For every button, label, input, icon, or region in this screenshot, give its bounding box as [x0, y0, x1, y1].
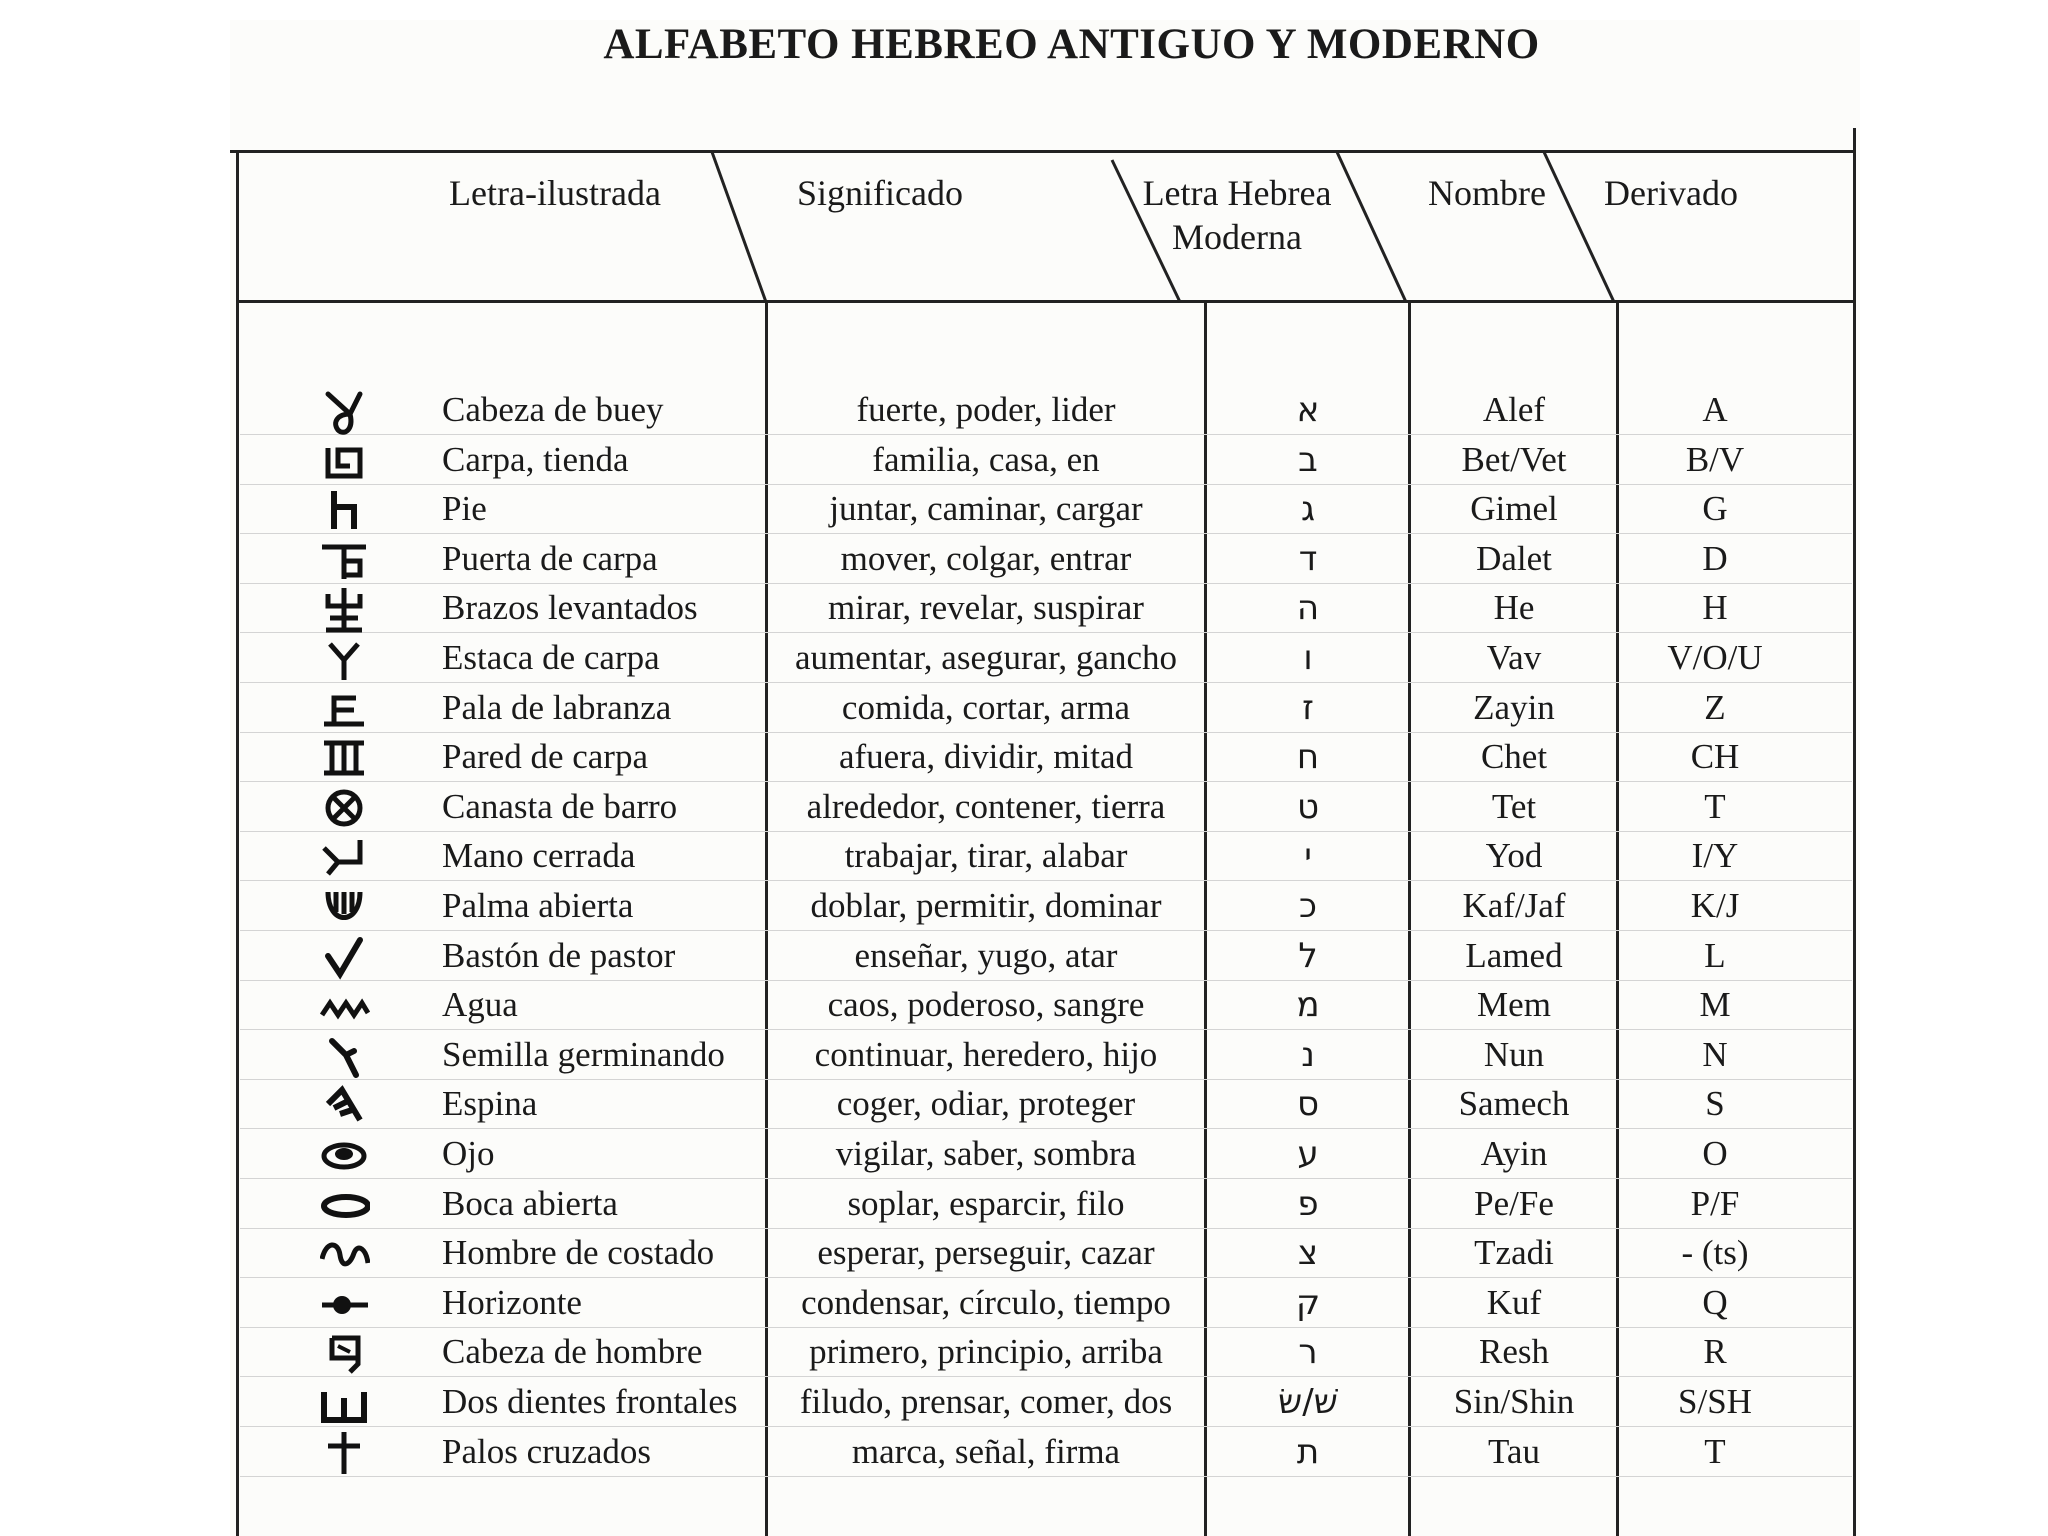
cell-derivado: L: [1704, 936, 1726, 975]
col-sep-3: [1408, 302, 1411, 1536]
cell-letra-hebrea: י: [1304, 836, 1312, 876]
cell-derivado: D: [1702, 539, 1728, 578]
tent-peg-pictograph: [320, 634, 370, 684]
row-divider: [240, 880, 1852, 881]
shepherd-staff-pictograph: [320, 932, 370, 982]
plow-pictograph: [320, 684, 370, 734]
cell-letra-hebrea: ה: [1296, 588, 1320, 628]
front-teeth-pictograph: [320, 1378, 370, 1428]
cell-derivado: G: [1702, 489, 1728, 528]
cell-nombre: Chet: [1480, 737, 1548, 776]
cell-letra-ilustrada: Carpa, tienda: [442, 440, 629, 479]
cell-letra-hebrea: פ: [1297, 1184, 1319, 1224]
header-nombre: Nombre: [1428, 173, 1546, 213]
cell-nombre: Sin/Shin: [1453, 1382, 1575, 1421]
cell-significado: juntar, caminar, cargar: [829, 489, 1143, 528]
row-divider: [240, 1079, 1852, 1080]
cell-significado: continuar, heredero, hijo: [814, 1035, 1158, 1074]
sprouting-seed-pictograph: [320, 1031, 370, 1081]
cell-letra-ilustrada: Semilla germinando: [442, 1035, 725, 1074]
cell-significado: caos, poderoso, sangre: [827, 985, 1145, 1024]
cell-significado: enseñar, yugo, atar: [854, 936, 1118, 975]
cell-significado: comida, cortar, arma: [841, 688, 1131, 727]
cell-nombre: Dalet: [1476, 539, 1552, 578]
header-slants: [0, 0, 2048, 320]
document-title: ALFABETO HEBREO ANTIGUO Y MODERNO: [603, 21, 1540, 68]
cell-derivado: P/F: [1690, 1184, 1740, 1223]
cell-significado: filudo, prensar, comer, dos: [799, 1382, 1173, 1421]
row-divider: [240, 484, 1852, 485]
row-divider: [240, 682, 1852, 683]
cell-nombre: Tet: [1491, 787, 1537, 826]
cell-letra-hebrea: ק: [1295, 1283, 1321, 1323]
cell-derivado: S/SH: [1678, 1382, 1752, 1421]
tent-pictograph: [320, 436, 370, 486]
cell-nombre: Lamed: [1465, 936, 1563, 975]
cell-nombre: Resh: [1479, 1332, 1549, 1371]
tent-wall-pictograph: [320, 733, 370, 783]
cell-letra-ilustrada: Pared de carpa: [442, 737, 648, 776]
cell-derivado: S: [1705, 1084, 1725, 1123]
cell-nombre: Gimel: [1470, 489, 1558, 528]
eye-pictograph: [320, 1130, 370, 1180]
cell-significado: afuera, dividir, mitad: [838, 737, 1134, 776]
row-divider: [240, 1327, 1852, 1328]
row-divider: [240, 1476, 1852, 1477]
cell-letra-ilustrada: Puerta de carpa: [442, 539, 658, 578]
cell-letra-hebrea: ד: [1298, 539, 1318, 579]
cell-letra-ilustrada: Mano cerrada: [442, 836, 636, 875]
row-divider: [240, 831, 1852, 832]
cell-nombre: Ayin: [1480, 1134, 1548, 1173]
cell-derivado: Z: [1704, 688, 1726, 727]
cell-derivado: H: [1702, 588, 1728, 627]
row-divider: [240, 980, 1852, 981]
cell-letra-hebrea: צ: [1297, 1233, 1319, 1273]
cell-significado: trabajar, tirar, alabar: [844, 836, 1128, 875]
row-divider: [240, 583, 1852, 584]
cell-letra-hebrea: ת: [1296, 1432, 1320, 1472]
man-on-side-pictograph: [320, 1229, 370, 1279]
header-letra-hebrea-line1: Letra Hebrea: [1142, 173, 1332, 213]
cell-significado: aumentar, asegurar, gancho: [794, 638, 1177, 677]
cell-nombre: Kaf/Jaf: [1462, 886, 1566, 925]
cell-letra-ilustrada: Cabeza de buey: [442, 390, 664, 429]
cell-letra-ilustrada: Agua: [442, 985, 518, 1024]
cell-letra-ilustrada: Boca abierta: [442, 1184, 618, 1223]
cell-letra-ilustrada: Pala de labranza: [442, 688, 672, 727]
cell-derivado: V/O/U: [1667, 638, 1763, 677]
cell-letra-ilustrada: Brazos levantados: [442, 588, 698, 627]
cell-nombre: Alef: [1482, 390, 1546, 429]
cell-letra-ilustrada: Horizonte: [442, 1283, 582, 1322]
cell-nombre: Mem: [1477, 985, 1551, 1024]
cell-derivado: I/Y: [1691, 836, 1739, 875]
row-divider: [240, 732, 1852, 733]
crossed-sticks-pictograph: [320, 1428, 370, 1478]
cell-letra-hebrea: שׁ/שׂ: [1278, 1382, 1338, 1422]
cell-letra-hebrea: כ: [1299, 886, 1317, 926]
cell-significado: primero, principio, arriba: [809, 1332, 1163, 1371]
cell-nombre: Bet/Vet: [1461, 440, 1567, 479]
open-mouth-pictograph: [320, 1180, 370, 1230]
cell-letra-hebrea: ב: [1298, 440, 1318, 480]
row-divider: [240, 1128, 1852, 1129]
row-divider: [240, 930, 1852, 931]
cell-nombre: Pe/Fe: [1474, 1184, 1554, 1223]
cell-letra-hebrea: ז: [1302, 688, 1314, 728]
row-divider: [240, 632, 1852, 633]
cell-letra-ilustrada: Canasta de barro: [442, 787, 678, 826]
col-sep-2: [1204, 302, 1207, 1536]
header-significado: Significado: [797, 173, 963, 213]
cell-letra-ilustrada: Palma abierta: [442, 886, 634, 925]
cell-letra-ilustrada: Pie: [442, 489, 487, 528]
cell-letra-hebrea: ט: [1296, 787, 1320, 827]
header-letra-ilustrada: Letra-ilustrada: [449, 173, 661, 213]
cell-letra-hebrea: ו: [1303, 638, 1313, 678]
cell-significado: familia, casa, en: [872, 440, 1100, 479]
cell-letra-hebrea: ל: [1298, 936, 1318, 976]
row-divider: [240, 1029, 1852, 1030]
row-divider: [240, 1376, 1852, 1377]
ox-head-pictograph: [320, 386, 370, 436]
table-right-border: [1853, 128, 1856, 1536]
cell-significado: alrededor, contener, tierra: [806, 787, 1166, 826]
cell-derivado: M: [1699, 985, 1731, 1024]
cell-significado: coger, odiar, proteger: [836, 1084, 1136, 1123]
cell-nombre: Yod: [1485, 836, 1543, 875]
cell-letra-hebrea: מ: [1296, 985, 1320, 1025]
cell-letra-ilustrada: Palos cruzados: [442, 1432, 651, 1471]
cell-letra-hebrea: ח: [1296, 737, 1320, 777]
cell-nombre: Nun: [1483, 1035, 1545, 1074]
open-palm-pictograph: [320, 882, 370, 932]
cell-letra-hebrea: ר: [1298, 1332, 1318, 1372]
row-divider: [240, 1426, 1852, 1427]
cell-letra-hebrea: ע: [1297, 1134, 1319, 1174]
foot-pictograph: [320, 485, 370, 535]
cell-derivado: T: [1704, 1432, 1726, 1471]
cell-letra-ilustrada: Dos dientes frontales: [442, 1382, 738, 1421]
cell-significado: esperar, perseguir, cazar: [817, 1233, 1155, 1272]
cell-letra-ilustrada: Ojo: [442, 1134, 495, 1173]
cell-nombre: He: [1493, 588, 1535, 627]
row-divider: [240, 1277, 1852, 1278]
row-divider: [240, 434, 1852, 435]
thorn-pictograph: [320, 1080, 370, 1130]
horizon-pictograph: [320, 1279, 370, 1329]
cell-derivado: Q: [1702, 1283, 1728, 1322]
man-head-pictograph: [320, 1328, 370, 1378]
cell-derivado: A: [1702, 390, 1728, 429]
cell-significado: mover, colgar, entrar: [840, 539, 1132, 578]
col-sep-1: [765, 302, 768, 1536]
cell-significado: vigilar, saber, sombra: [835, 1134, 1137, 1173]
cell-letra-hebrea: א: [1296, 390, 1320, 430]
cell-derivado: K/J: [1690, 886, 1740, 925]
closed-hand-pictograph: [320, 832, 370, 882]
clay-basket-pictograph: [320, 783, 370, 833]
cell-derivado: T: [1704, 787, 1726, 826]
cell-letra-hebrea: ג: [1300, 489, 1315, 529]
header-derivado: Derivado: [1604, 173, 1738, 213]
row-divider: [240, 1178, 1852, 1179]
water-pictograph: [320, 981, 370, 1031]
cell-nombre: Zayin: [1473, 688, 1555, 727]
cell-significado: doblar, permitir, dominar: [810, 886, 1162, 925]
cell-letra-ilustrada: Estaca de carpa: [442, 638, 660, 677]
cell-nombre: Vav: [1486, 638, 1542, 677]
cell-derivado: R: [1703, 1332, 1727, 1371]
cell-significado: soplar, esparcir, filo: [847, 1184, 1125, 1223]
cell-nombre: Samech: [1458, 1084, 1570, 1123]
row-divider: [240, 781, 1852, 782]
cell-letra-ilustrada: Espina: [442, 1084, 538, 1123]
tent-door-pictograph: [320, 535, 370, 585]
col-sep-4: [1616, 302, 1619, 1536]
cell-significado: condensar, círculo, tiempo: [801, 1283, 1171, 1322]
cell-derivado: CH: [1690, 737, 1740, 776]
cell-significado: fuerte, poder, lider: [856, 390, 1116, 429]
header-letra-hebrea-line2: Moderna: [1172, 217, 1302, 257]
cell-letra-hebrea: נ: [1301, 1035, 1315, 1075]
row-divider: [240, 1228, 1852, 1229]
cell-derivado: O: [1702, 1134, 1728, 1173]
cell-letra-ilustrada: Hombre de costado: [442, 1233, 715, 1272]
cell-nombre: Kuf: [1486, 1283, 1542, 1322]
cell-derivado: B/V: [1685, 440, 1745, 479]
table-left-border: [236, 150, 239, 1536]
raised-arms-pictograph: [320, 584, 370, 634]
cell-nombre: Tzadi: [1474, 1233, 1554, 1272]
cell-significado: mirar, revelar, suspirar: [828, 588, 1144, 627]
cell-letra-hebrea: ס: [1296, 1084, 1320, 1124]
cell-letra-ilustrada: Bastón de pastor: [442, 936, 676, 975]
cell-nombre: Tau: [1488, 1432, 1540, 1471]
row-divider: [240, 533, 1852, 534]
cell-letra-ilustrada: Cabeza de hombre: [442, 1332, 703, 1371]
cell-derivado: - (ts): [1681, 1233, 1749, 1272]
cell-derivado: N: [1702, 1035, 1728, 1074]
cell-significado: marca, señal, firma: [851, 1432, 1121, 1471]
